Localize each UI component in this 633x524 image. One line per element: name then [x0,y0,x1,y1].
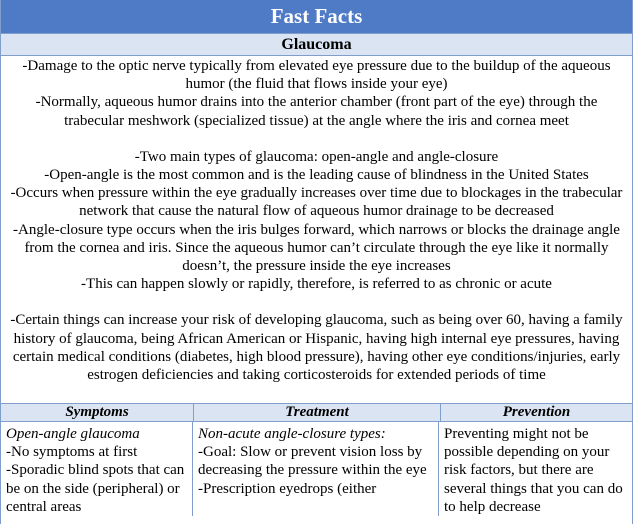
spacer [7,130,626,148]
symptoms-header: Symptoms [1,404,194,421]
symptoms-cell [1,422,193,516]
treatment-line: -Goal: Slow or prevent vision loss by decreasing the pressure within the eye [198,444,427,479]
symptoms-subheading: Open-angle glaucoma [6,426,140,442]
paragraph-chronic-acute: -This can happen slowly or rapidly, therefore, is referred to as chronic or acute [81,276,552,293]
columns-body-row [1,422,632,516]
paragraph-types: -Two main types of glaucoma: open-angle and angle-closure [134,148,499,165]
treatment-header: Treatment [194,404,441,421]
paragraph-pressure: -Occurs when pressure within the eye gradually increases over time due to blockages in the trabecular network that cause the natural flow of aqueous humor drainage to be decreased [10,185,623,220]
paragraph-definition: -Damage to the optic nerve typically from elevated eye pressure due to the buildup of the aqueous humor (the fluid that flows inside your eye) [22,58,611,93]
prevention-header: Prevention [502,404,571,420]
banner-title: Fast Facts [1,0,632,34]
paragraph-risk-factors: -Certain things can increase your risk of developing glaucoma, such as being over 60, having a family history of glaucoma, being African American or Hispanic, having high internal eye pressures, having certain medical conditions (diabetes, high blood pressure), having other eye conditions/injuries, early estrogen deficiencies and taking corticosteroids for extended periods of time [10,312,623,384]
topic-title: Glaucoma [1,34,632,56]
treatment-subheading: Non-acute angle-closure types: [198,426,386,442]
prevention-line: Preventing might not be possible depending on your risk factors, but there are several things that you can do to help decrease [444,426,623,515]
treatment-cell [193,422,439,516]
symptoms-line: -Sporadic blind spots that can be on the side (peripheral) or central areas [6,462,185,515]
spacer [7,293,626,311]
columns-header-row [1,404,632,422]
treatment-line: -Prescription eyedrops (either [198,480,377,497]
paragraph-open-angle: -Open-angle is the most common and is the leading cause of blindness in the United States [44,167,589,184]
paragraph-angle-closure: -Angle-closure type occurs when the iris bulges forward, which narrows or blocks the drainage angle from the cornea and iris. Since the aqueous humor can’t circulate through the eye like it normally doesn’t, the pressure inside the eye increases [13,221,620,275]
symptoms-line: -No symptoms at first [6,444,138,461]
prevention-cell [439,422,630,516]
paragraph-drainage: -Normally, aqueous humor drains into the anterior chamber (front part of the eye) through the trabecular meshwork (specialized tissue) at the angle where the iris and cornea meet [35,94,598,129]
overview-text [1,56,632,404]
